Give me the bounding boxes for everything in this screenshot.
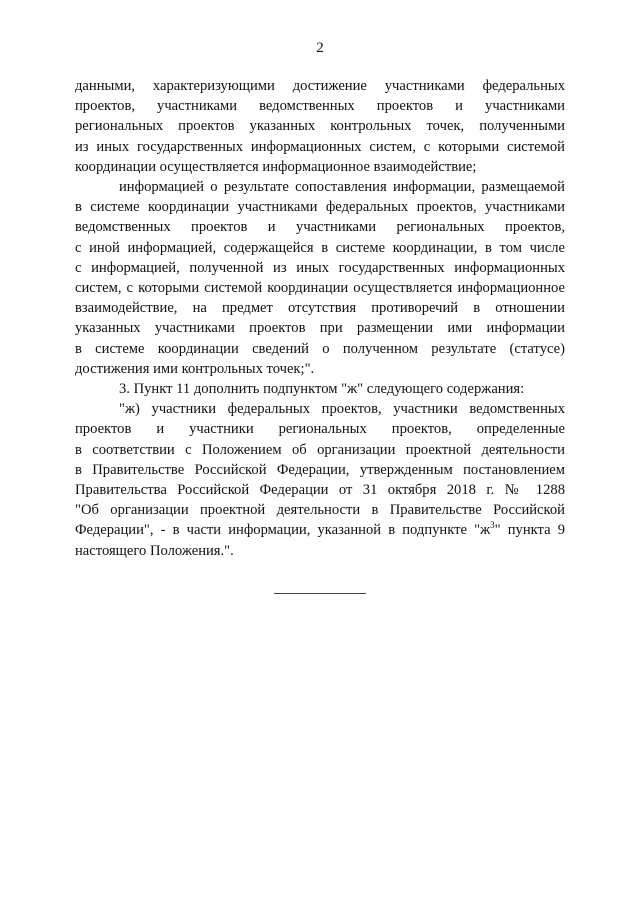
text-line: взаимодействие, на предмет отсутствия противоречий в отношении xyxy=(75,300,565,317)
text-line: из иных государственных информационных систем, с которыми системой xyxy=(75,138,565,155)
superscript: 3 xyxy=(490,520,495,531)
text-line: данными, характеризующими достижение участниками федеральных xyxy=(75,78,565,94)
text-segment: Федерации", - в части информации, указанной в подпункте "ж xyxy=(75,522,491,539)
text-line: ведомственных проектов и участниками региональных проектов, xyxy=(75,219,565,236)
text-line: с информацией, полученной из иных государственных информационных xyxy=(75,259,565,276)
text-line: информацией о результате сопоставления информации, размещаемой xyxy=(119,179,565,196)
text-line: в системе координации сведений о полученном результате (статусе) xyxy=(75,340,565,357)
text-line: настоящего Положения.". xyxy=(75,542,234,559)
paragraph-3 xyxy=(75,379,565,399)
paragraph-4 xyxy=(75,399,565,561)
text-line: Правительства Российской Федерации от 31 октября 2018 г. № 1288 xyxy=(75,482,565,499)
text-line: указанных участниками проектов при размещении ими информации xyxy=(75,320,565,337)
paragraph-1 xyxy=(75,76,565,177)
paragraph-2 xyxy=(75,177,565,379)
text-line: координации осуществляется информационное взаимодействие; xyxy=(75,158,477,175)
text-line: "ж) участники федеральных проектов, участники ведомственных xyxy=(119,401,565,418)
text-line-with-superscript xyxy=(75,520,565,540)
text-line: 3. Пункт 11 дополнить подпунктом "ж" следующего содержания: xyxy=(119,381,525,398)
end-separator-line xyxy=(274,593,366,594)
text-line: "Об организации проектной деятельности в Правительстве Российской xyxy=(75,502,565,519)
text-line: в Правительстве Российской Федерации, утвержденным постановлением xyxy=(75,461,565,478)
text-line: региональных проектов указанных контрольных точек, полученными xyxy=(75,118,565,135)
text-segment: " пункта 9 xyxy=(494,522,565,539)
text-line: проектов, участниками ведомственных проектов и участниками xyxy=(75,98,565,115)
page-number: 2 xyxy=(316,40,324,56)
text-line: проектов и участники региональных проектов, определенные xyxy=(75,421,565,438)
text-line: в соответствии с Положением об организации проектной деятельности xyxy=(75,441,565,458)
text-line: с иной информацией, содержащейся в системе координации, в том числе xyxy=(75,239,565,256)
text-line: в системе координации участниками федеральных проектов, участниками xyxy=(75,199,565,216)
text-line: систем, с которыми системой координации осуществляется информационное xyxy=(75,280,565,297)
document-body xyxy=(75,76,565,561)
text-line: достижения ими контрольных точек;". xyxy=(75,360,315,377)
